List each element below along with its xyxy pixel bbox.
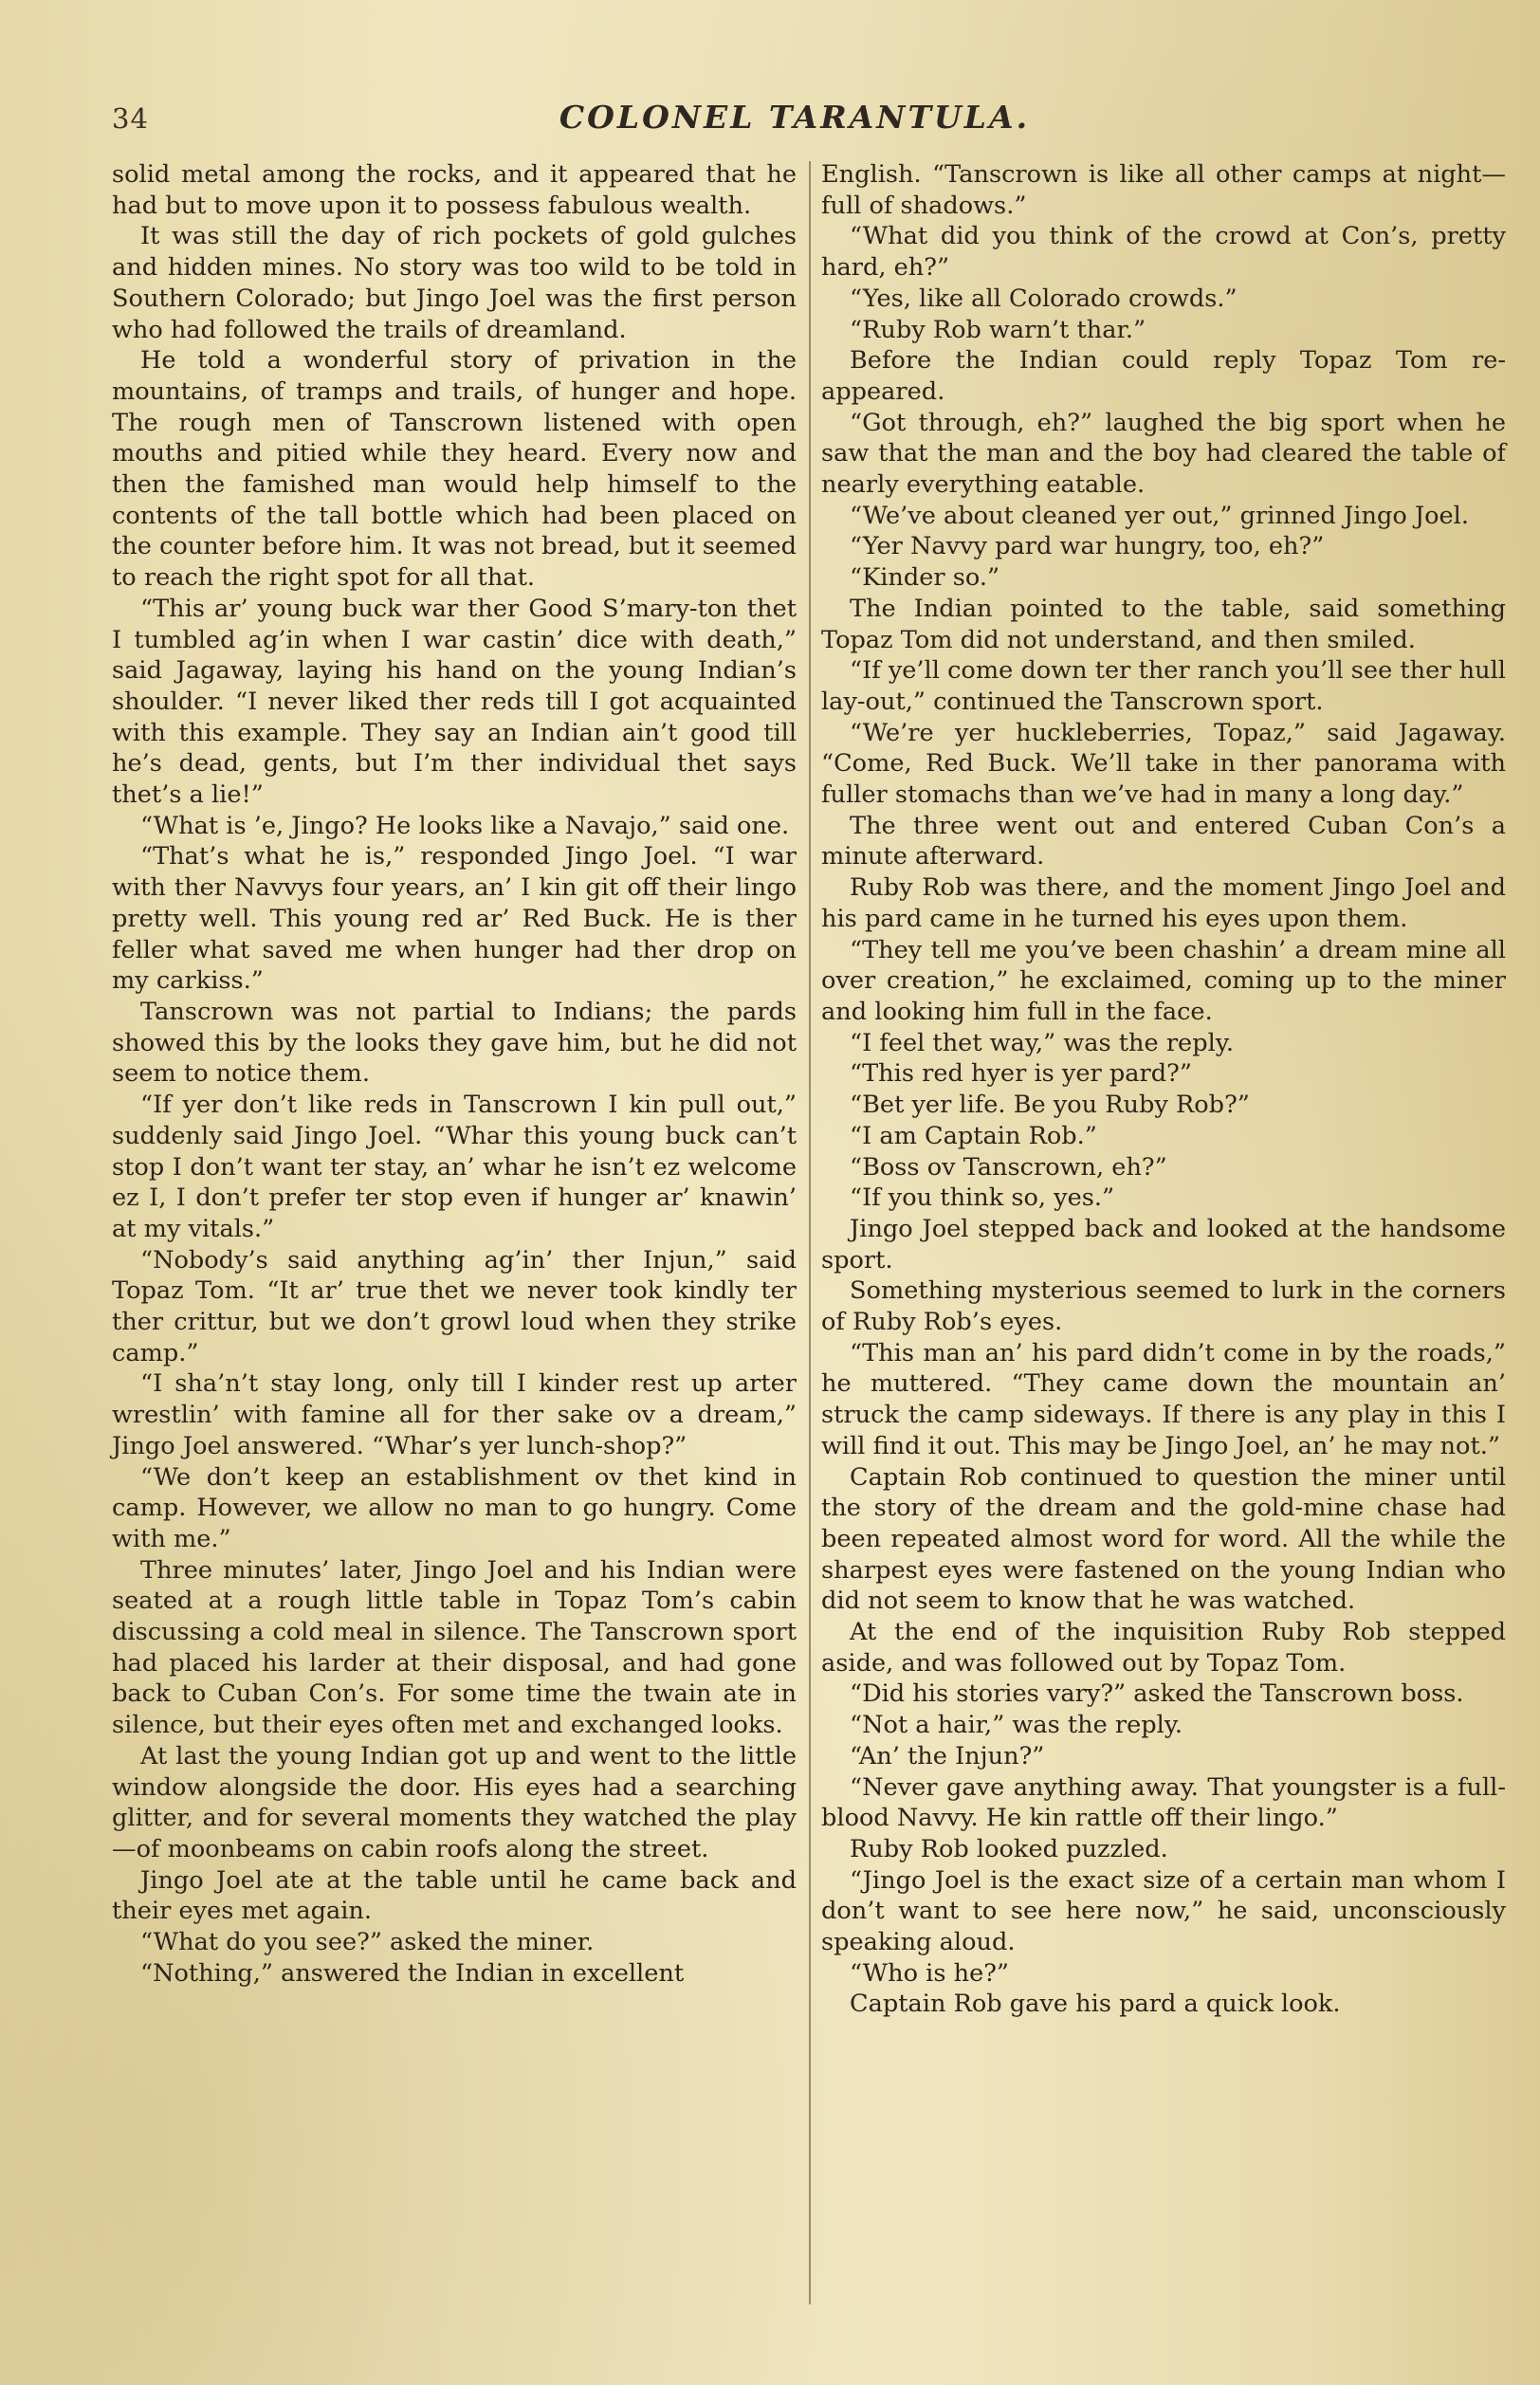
- paragraph: “If yer don’t like reds in Tanscrown I kin pull out,” suddenly said Jingo Joel. “Whar this young buck can’t stop I don’t want ter stay, an’ whar he isn’t ez welcome ez I, I don’t prefer ter stop even if hunger ar’ knawin’ at my vitals.”: [112, 1091, 797, 1243]
- paragraph: Captain Rob continued to question the miner until the story of the dream and the gold-mine chase had been repeated almost word for word. All the while the sharpest eyes were fastened on the young Indian who did not seem to know that he was watched.: [821, 1462, 1506, 1616]
- paragraph: “Never gave anything away. That youngster is a full-blood Navvy. He kin rattle off their lingo.”: [821, 1772, 1506, 1833]
- right-column: [821, 159, 1506, 2020]
- paragraph: “What do you see?” asked the miner.: [140, 1928, 595, 1957]
- paragraph: Jingo Joel stepped back and looked at the handsome sport.: [821, 1214, 1506, 1275]
- paragraph: Jingo Joel ate at the table until he came back and their eyes met again.: [112, 1865, 797, 1926]
- paragraph: “An’ the Injun?”: [850, 1741, 1045, 1770]
- paragraph: “Nobody’s said anything ag’in’ ther Injun,” said Topaz Tom. “It ar’ true thet we never took kindly ter ther crittur, but we don’t growl loud when they strike camp.”: [112, 1245, 797, 1367]
- paragraph: Captain Rob gave his pard a quick look.: [850, 1990, 1341, 2019]
- paragraph: Three minutes’ later, Jingo Joel and his Indian were seated at a rough little table in Topaz Tom’s cabin discussing a cold meal in silence. The Tanscrown sport had placed his larder at their disposal, and had gone back to Cuban Con’s. For some time the twain ate in silence, but their eyes often met and exchanged looks.: [112, 1555, 797, 1740]
- paragraph: “Who is he?”: [850, 1958, 1010, 1988]
- paragraph: He told a wonderful story of privation in the mountains, of tramps and trails, of hunger and hope. The rough men of Tanscrown listened with open mouths and pitied while they heard. Every now and then the famished man would help himself to the contents of the tall bottle which had been placed on the counter before him. It was not bread, but it seemed to reach the right spot for all that.: [112, 346, 797, 593]
- paragraph: At last the young Indian got up and went to the little window alongside the door. His eyes had a searching glitter, and for several moments they watched the play—of moonbeams on cabin roofs along the street.: [112, 1741, 797, 1863]
- paragraph: Tanscrown was not partial to Indians; the pards showed this by the looks they gave him, but he did not seem to notice them.: [112, 997, 797, 1089]
- paragraph: “If you think so, yes.”: [850, 1183, 1115, 1213]
- paragraph: At the end of the inquisition Ruby Rob stepped aside, and was followed out by Topaz Tom.: [821, 1618, 1506, 1678]
- paragraph: Ruby Rob looked puzzled.: [850, 1834, 1168, 1863]
- left-column: [112, 159, 797, 1989]
- paragraph: “Bet yer life. Be you Ruby Rob?”: [850, 1091, 1250, 1120]
- paragraph: “They tell me you’ve been chashin’ a dream mine all over creation,” he exclaimed, coming up to the miner and looking him full in the face.: [821, 935, 1506, 1026]
- paragraph: “Yes, like all Colorado crowds.”: [850, 284, 1238, 313]
- column-divider: [809, 161, 811, 2304]
- paragraph: solid metal among the rocks, and it appeared that he had but to move upon it to possess fabulous wealth.: [112, 160, 797, 220]
- page-number: 34: [112, 102, 149, 135]
- page-header: [112, 99, 1477, 146]
- paragraph: “This ar’ young buck war ther Good S’mary-ton thet I tumbled ag’in when I war castin’ dice with death,” said Jagaway, laying his hand on the young Indian’s shoulder. “I never liked ther reds till I got acquainted with this example. They say an Indian ain’t good till he’s dead, gents, but I’m ther individual thet says thet’s a lie!”: [112, 594, 797, 810]
- paragraph: English. “Tanscrown is like all other camps at night—full of shadows.”: [821, 160, 1506, 220]
- paragraph: “Did his stories vary?” asked the Tanscrown boss.: [850, 1679, 1464, 1709]
- paragraph: “I feel thet way,” was the reply.: [850, 1028, 1234, 1057]
- running-title: COLONEL TARANTULA.: [559, 99, 1031, 136]
- paragraph: “We don’t keep an establishment ov thet kind in camp. However, we allow no man to go hungry. Come with me.”: [112, 1462, 797, 1553]
- paragraph: Before the Indian could reply Topaz Tom re-appeared.: [821, 346, 1506, 406]
- paragraph: “What did you think of the crowd at Con’s, pretty hard, eh?”: [821, 222, 1506, 283]
- paragraph: “Not a hair,” was the reply.: [850, 1711, 1183, 1740]
- paragraph: “Ruby Rob warn’t thar.”: [850, 315, 1146, 344]
- paragraph: The Indian pointed to the table, said something Topaz Tom did not understand, and then smiled.: [821, 594, 1506, 654]
- paragraph: “Yer Navvy pard war hungry, too, eh?”: [850, 532, 1325, 561]
- paragraph: “Kinder so.”: [850, 563, 1000, 593]
- paragraph: “If ye’ll come down ter ther ranch you’ll see ther hull lay-out,” continued the Tanscrown sport.: [821, 656, 1506, 716]
- paragraph: “Nothing,” answered the Indian in excellent: [140, 1958, 685, 1988]
- paragraph: “I am Captain Rob.”: [850, 1121, 1097, 1150]
- paragraph: “Jingo Joel is the exact size of a certain man whom I don’t want to see here now,” he said, unconsciously speaking aloud.: [821, 1865, 1506, 1957]
- paragraph: “We’re yer huckleberries, Topaz,” said Jagaway. “Come, Red Buck. We’ll take in ther panorama with fuller stomachs than we’ve had in many a long day.”: [821, 718, 1506, 810]
- paragraph: “I sha’n’t stay long, only till I kinder rest up arter wrestlin’ with famine all for ther sake ov a dream,” Jingo Joel answered. “Whar’s yer lunch-shop?”: [112, 1369, 797, 1460]
- paragraph: “Got through, eh?” laughed the big sport when he saw that the man and the boy had cleared the table of nearly everything eatable.: [821, 408, 1506, 500]
- paragraph: Ruby Rob was there, and the moment Jingo Joel and his pard came in he turned his eyes upon them.: [821, 873, 1506, 933]
- paragraph: “That’s what he is,” responded Jingo Joel. “I war with ther Navvys four years, an’ I kin git off their lingo pretty well. This young red ar’ Red Buck. He is ther feller what saved me when hunger had ther drop on my carkiss.”: [112, 842, 797, 996]
- paragraph: It was still the day of rich pockets of gold gulches and hidden mines. No story was too wild to be told in Southern Colorado; but Jingo Joel was the first person who had followed the trails of dreamland.: [112, 222, 797, 344]
- paragraph: “This red hyer is yer pard?”: [850, 1059, 1192, 1089]
- paragraph: Something mysterious seemed to lurk in the corners of Ruby Rob’s eyes.: [821, 1276, 1506, 1337]
- paragraph: “This man an’ his pard didn’t come in by the roads,” he muttered. “They came down the mountain an’ struck the camp sideways. If there is any play in this I will find it out. This may be Jingo Joel, an’ he may not.”: [821, 1338, 1506, 1460]
- paragraph: “Boss ov Tanscrown, eh?”: [850, 1152, 1167, 1182]
- paragraph: The three went out and entered Cuban Con’s a minute afterward.: [821, 811, 1506, 871]
- paragraph: “We’ve about cleaned yer out,” grinned Jingo Joel.: [850, 501, 1470, 530]
- paragraph: “What is ’e, Jingo? He looks like a Navajo,” said one.: [140, 811, 790, 840]
